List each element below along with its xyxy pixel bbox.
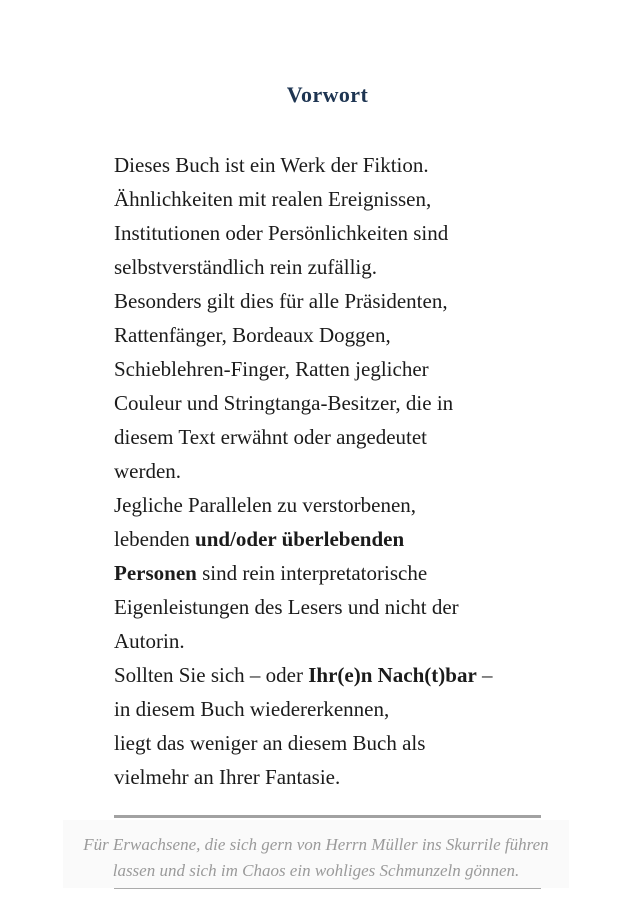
body-line bbox=[114, 692, 584, 726]
preface-body bbox=[114, 148, 584, 794]
body-text: werden. bbox=[114, 459, 182, 483]
body-text-bold: Ihr(e)n Nach(t)bar bbox=[308, 663, 477, 687]
body-line bbox=[114, 760, 584, 794]
body-line bbox=[114, 216, 584, 250]
body-text: – bbox=[476, 663, 493, 687]
body-text: liegt das weniger an diesem Buch als bbox=[114, 731, 426, 755]
footer-line: lassen und sich im Chaos ein wohliges Schmunzeln gönnen. bbox=[112, 861, 520, 880]
body-text-bold: Personen bbox=[114, 561, 197, 585]
body-line bbox=[114, 488, 584, 522]
body-line bbox=[114, 318, 584, 352]
body-text: Eigenleistungen des Lesers und nicht der bbox=[114, 595, 459, 619]
body-text: Ähnlichkeiten mit realen Ereignissen, bbox=[114, 187, 432, 211]
body-text: selbstverständlich rein zufällig. bbox=[114, 255, 378, 279]
body-text: in diesem Buch wiedererkennen, bbox=[114, 697, 390, 721]
body-line bbox=[114, 624, 584, 658]
body-line bbox=[114, 386, 584, 420]
body-text: Sollten Sie sich – oder bbox=[114, 663, 309, 687]
body-line bbox=[114, 352, 584, 386]
body-line bbox=[114, 522, 584, 556]
body-line bbox=[114, 148, 584, 182]
body-text: sind rein interpretatorische bbox=[196, 561, 428, 585]
body-line bbox=[114, 250, 584, 284]
body-text: Institutionen oder Persönlichkeiten sind bbox=[114, 221, 449, 245]
body-text: Couleur und Stringtanga-Besitzer, die in bbox=[114, 391, 454, 415]
body-line bbox=[114, 420, 584, 454]
body-line bbox=[114, 284, 584, 318]
body-line bbox=[114, 556, 584, 590]
body-text: Dieses Buch ist ein Werk der Fiktion. bbox=[114, 153, 429, 177]
body-line bbox=[114, 182, 584, 216]
page-title: Vorwort bbox=[286, 82, 369, 107]
footer-rule-bottom bbox=[114, 888, 541, 889]
body-text: vielmehr an Ihrer Fantasie. bbox=[114, 765, 341, 789]
body-line bbox=[114, 658, 584, 692]
footer-note bbox=[63, 832, 569, 884]
body-text: Autorin. bbox=[114, 629, 185, 653]
body-text-bold: und/oder überlebenden bbox=[195, 527, 405, 551]
body-text: lebenden bbox=[114, 527, 196, 551]
body-text: Rattenfänger, Bordeaux Doggen, bbox=[114, 323, 391, 347]
body-line bbox=[114, 726, 584, 760]
footer-line: Für Erwachsene, die sich gern von Herrn Müller ins Skurrile führen bbox=[83, 835, 549, 854]
body-text: Jegliche Parallelen zu verstorbenen, bbox=[114, 493, 417, 517]
body-text: diesem Text erwähnt oder angedeutet bbox=[114, 425, 428, 449]
body-line bbox=[114, 454, 584, 488]
body-text: Besonders gilt dies für alle Präsidenten, bbox=[114, 289, 448, 313]
footer-rule-top bbox=[114, 815, 541, 818]
body-line bbox=[114, 590, 584, 624]
body-text: Schieblehren-Finger, Ratten jeglicher bbox=[114, 357, 429, 381]
